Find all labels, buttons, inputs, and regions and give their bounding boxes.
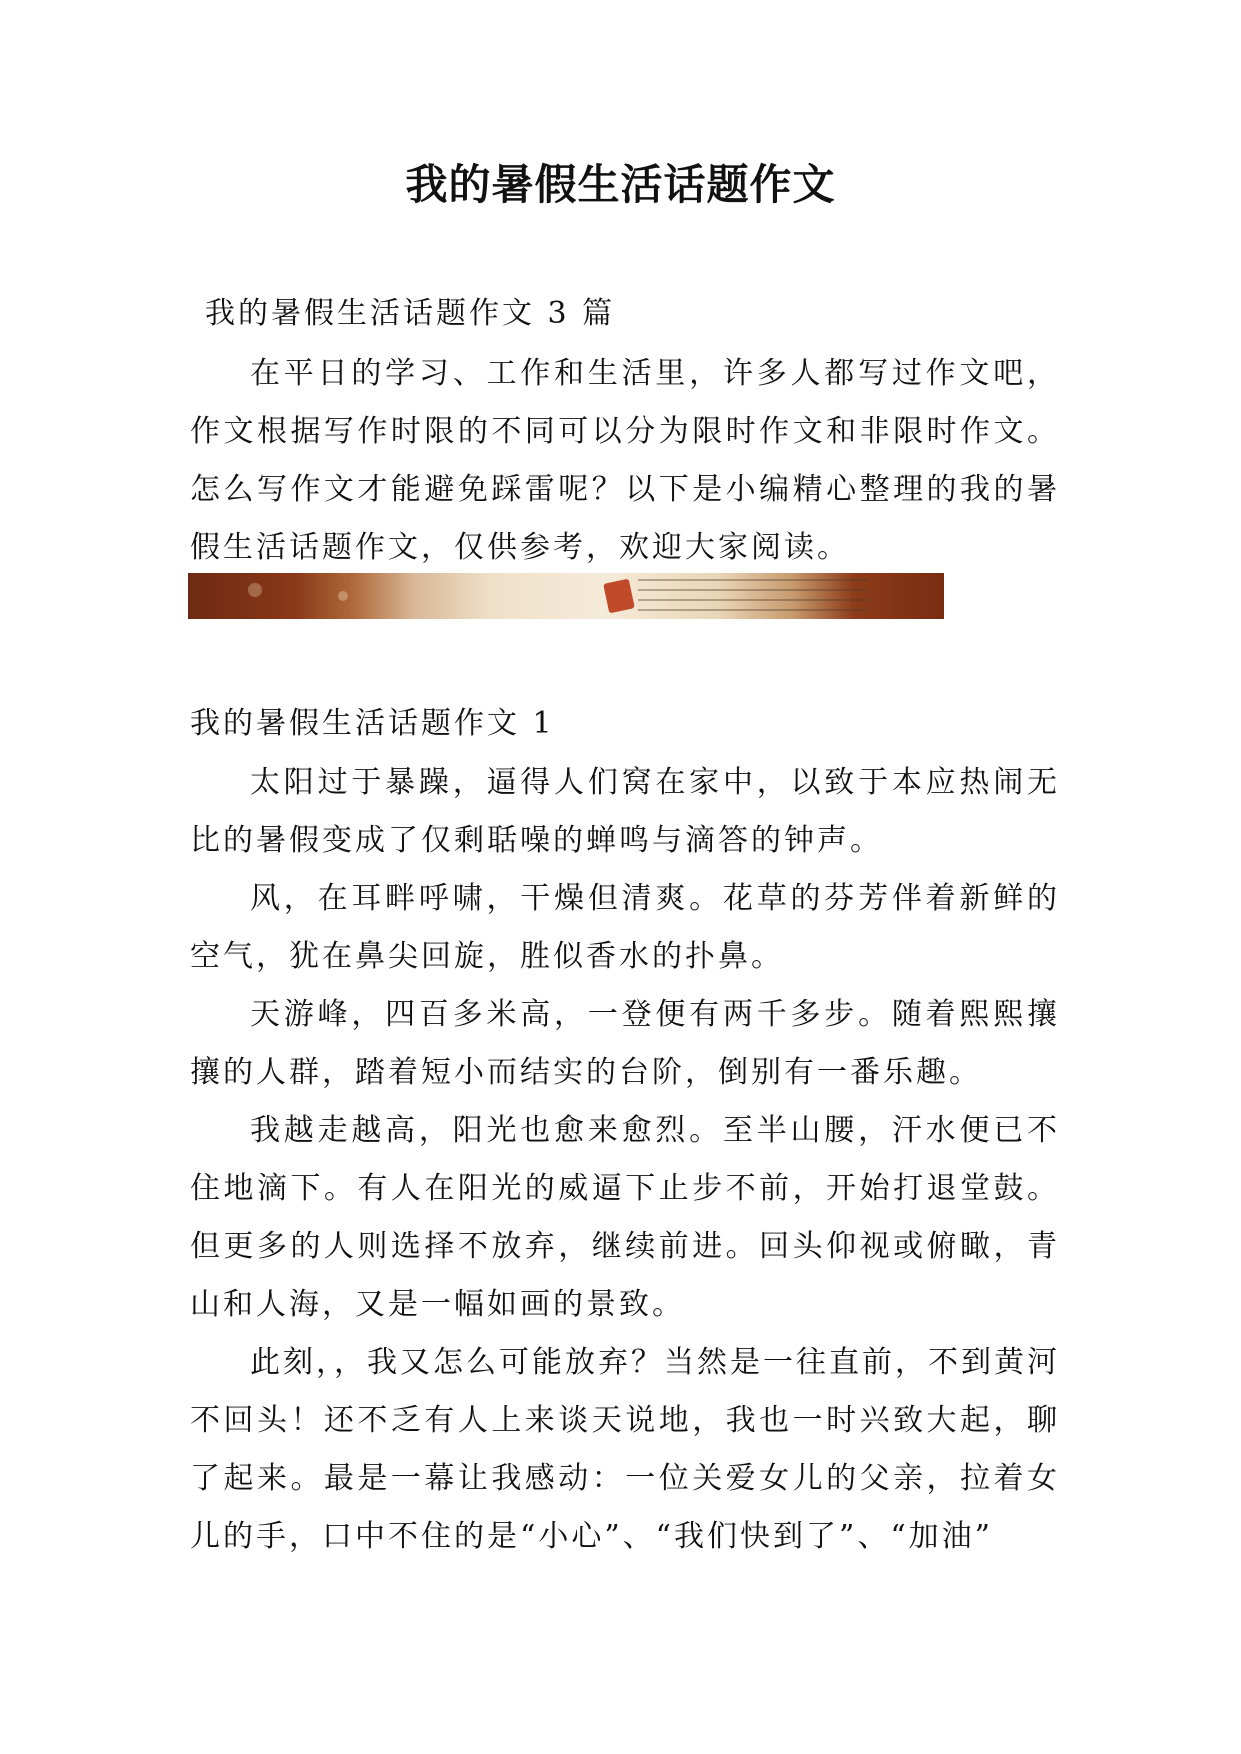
- essay-body: [190, 754, 1060, 1566]
- intro-paragraph: 在平日的学习、工作和生活里，许多人都写过作文吧，作文根据写作时限的不同可以分为限时作文和非限时作文。怎么写作文才能避免踩雷呢？以下是小编精心整理的我的暑假生活话题作文，仅供参考，欢迎大家阅读。: [190, 356, 1060, 565]
- document-subtitle: 我的暑假生活话题作文 3 篇: [205, 296, 616, 331]
- essay-paragraph: 此刻，，我又怎么可能放弃？当然是一往直前，不到黄河不回头！还不乏有人上来谈天说地，我也一时兴致大起，聊了起来。最是一幕让我感动：一位关爱女儿的父亲，拉着女儿的手，口中不住的是“小心”、“我们快到了”、“加油”: [190, 1345, 1060, 1554]
- intro-block: [190, 345, 1060, 577]
- book-photo-image: [188, 573, 944, 619]
- section-heading: 我的暑假生活话题作文 1: [190, 706, 555, 741]
- photo-tag: [603, 579, 635, 614]
- document-title: 我的暑假生活话题作文: [405, 160, 836, 209]
- photo-text-lines: [638, 579, 868, 613]
- essay-paragraph: 天游峰，四百多米高，一登便有两千多步。随着熙熙攘攘的人群，踏着短小而结实的台阶，倒别有一番乐趣。: [190, 997, 1060, 1090]
- essay-paragraph: 太阳过于暴躁，逼得人们窝在家中，以致于本应热闹无比的暑假变成了仅剩聒噪的蝉鸣与滴答的钟声。: [190, 765, 1060, 858]
- essay-paragraph: 风，在耳畔呼啸，干燥但清爽。花草的芬芳伴着新鲜的空气，犹在鼻尖回旋，胜似香水的扑鼻。: [190, 881, 1060, 974]
- essay-paragraph: 我越走越高，阳光也愈来愈烈。至半山腰，汗水便已不住地滴下。有人在阳光的威逼下止步不前，开始打退堂鼓。但更多的人则选择不放弃，继续前进。回头仰视或俯瞰，青山和人海，又是一幅如画的景致。: [190, 1113, 1060, 1322]
